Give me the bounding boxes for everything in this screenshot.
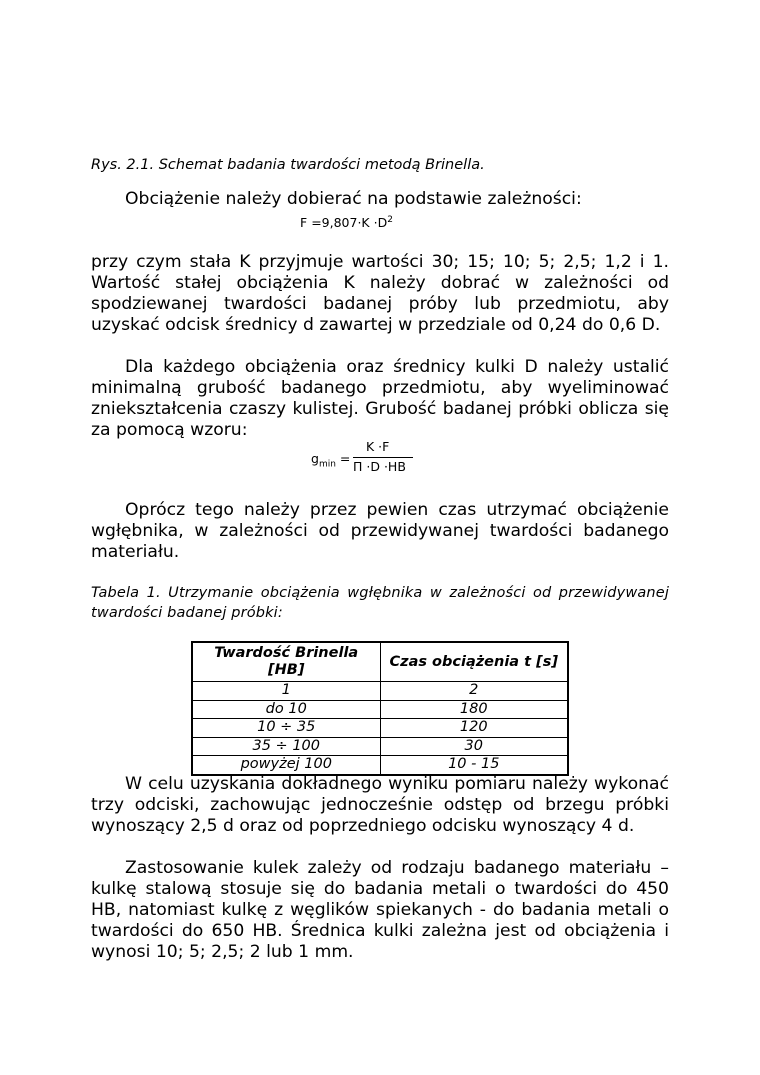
- formula-force-rhs: 9,807·K ·D: [321, 215, 388, 231]
- paragraph-balls: Zastosowanie kulek zależy od rodzaju badanego materiału – kulkę stalową stosuje się do badania metali o twardości do 450 HB, natomiast kulkę z węglików spiekanych - do badania metali o twardości do 650 HB. Średnica kulki zależna jest od obciążenia i wynosi 10; 5; 2,5; 2 lub 1 mm.: [91, 858, 669, 962]
- formula-gmin-denominator: Π ·D ·HB: [353, 459, 406, 474]
- cell-hardness: powyżej 100: [192, 756, 380, 775]
- formula-gmin-subscript: min: [318, 459, 336, 470]
- header-time: Czas obciążenia t [s]: [380, 642, 568, 682]
- header-hardness: Twardość Brinella [HB]: [192, 642, 380, 682]
- formula-gmin-fraction-bar: [353, 457, 413, 458]
- formula-gmin-numerator: K ·F: [366, 439, 390, 454]
- formula-force-lhs: F: [300, 215, 308, 231]
- figure-caption: Rys. 2.1. Schemat badania twardości metodą Brinella.: [91, 157, 485, 173]
- paragraph-k-values: przy czym stała K przyjmuje wartości 30; 15; 10; 5; 2,5; 1,2 i 1. Wartość stałej obciążenia K należy dobrać w zależności od spodziewanej twardości badanej próby lub przedmiotu, aby uzyskać odcisk średnicy d zawartej w przedziale od 0,24 do 0,6 D.: [91, 252, 669, 335]
- cell-hardness: 10 ÷ 35: [192, 719, 380, 738]
- table-row: [192, 719, 568, 738]
- cell-time: 10 - 15: [380, 756, 568, 775]
- paragraph-measurements: W celu uzyskania dokładnego wyniku pomiaru należy wykonać trzy odciski, zachowując jednocześnie odstęp od brzegu próbki wynoszący 2,5 d oraz od poprzedniego odcisku wynoszący 4 d.: [91, 774, 669, 836]
- formula-force-exponent: 2: [387, 215, 393, 225]
- paragraph-min-thickness: Dla każdego obciążenia oraz średnicy kulki D należy ustalić minimalną grubość badanego przedmiotu, aby wyeliminować zniekształcenia czaszy kulistej. Grubość badanej próbki oblicza się za pomocą wzoru:: [91, 357, 669, 440]
- paragraph-hold-time: Oprócz tego należy przez pewien czas utrzymać obciążenie wgłębnika, w zależności od przewidywanej twardości badanego materiału.: [91, 500, 669, 562]
- document-page: Rys. 2.1. Schemat badania twardości metodą Brinella. Obciążenie należy dobierać na podstawie zależności: $F =9,807\cdot K \cdot D^2$ przy czym stała K przyjmuje wartości 30; 15; 10; 5; 2,5; 1,2 i 1. Wartość stałej obciążenia K należy dobrać w zależności od spodziewanej twardości badanej próby lub przedmiotu, aby uzyskać odcisk średnicy d zawartej w przedziale od 0,24 do 0,6 D. Dla każdego obciążenia oraz średnicy kulki D należy ustalić minimalną grubość badanego przedmiotu, aby wyeliminować zniekształcenia czaszy kulistej. Grubość badanej próbki oblicza się za pomocą wzoru: $g_{min}$ = K ·F Π ·D ·HB Oprócz tego należy przez pewien czas utrzymać obciążenie wgłębnika, w zależności od przewidywanej twardości badanego materiału. Tabela 1. Utrzymanie obciążenia wgłębnika w zależności od przewidywanej twardości badanej próbki: Twardość Brinella [HB] Czas obciążenia t [s] 1 2 do 10 180 10 ÷ 35 120 35 ÷ 100 30 powyżej 100 10 - 15 W celu uzyskania dokładnego wyniku pomiaru należy wykonać trzy odciski, zachowując jednocześnie odstęp od brzegu próbki wynoszący 2,5 d oraz od poprzedniego odcisku wynoszący 4 d. Zastosowanie kulek zależy od rodzaju badanego materiału – kulkę stalową stosuje się do badania metali o twardości do 450 HB, natomiast kulkę z węglików spiekanych - do badania metali o twardości do 650 HB. Średnica kulki zależna jest od obciążenia i wynosi 10; 5; 2,5; 2 lub 1 mm.: [91, 157, 669, 962]
- cell-time: 180: [380, 700, 568, 719]
- table-header-row: [192, 642, 568, 682]
- table-row: [192, 682, 568, 701]
- hold-time-table: [191, 641, 569, 776]
- table-row: [192, 737, 568, 756]
- cell-hardness: 35 ÷ 100: [192, 737, 380, 756]
- cell-hardness: do 10: [192, 700, 380, 719]
- cell-time: 2: [380, 682, 568, 701]
- table-row: [192, 700, 568, 719]
- formula-gmin-lhs: g: [311, 451, 319, 466]
- formula-force: $F =9,807\cdot K \cdot D^2$: [300, 215, 393, 231]
- cell-time: 120: [380, 719, 568, 738]
- cell-time: 30: [380, 737, 568, 756]
- table-caption: Tabela 1. Utrzymanie obciążenia wgłębnika w zależności od przewidywanej twardości badanej próbki:: [91, 585, 669, 621]
- table-row: [192, 756, 568, 775]
- paragraph-load-intro: Obciążenie należy dobierać na podstawie zależności:: [125, 189, 582, 209]
- cell-hardness: 1: [192, 682, 380, 701]
